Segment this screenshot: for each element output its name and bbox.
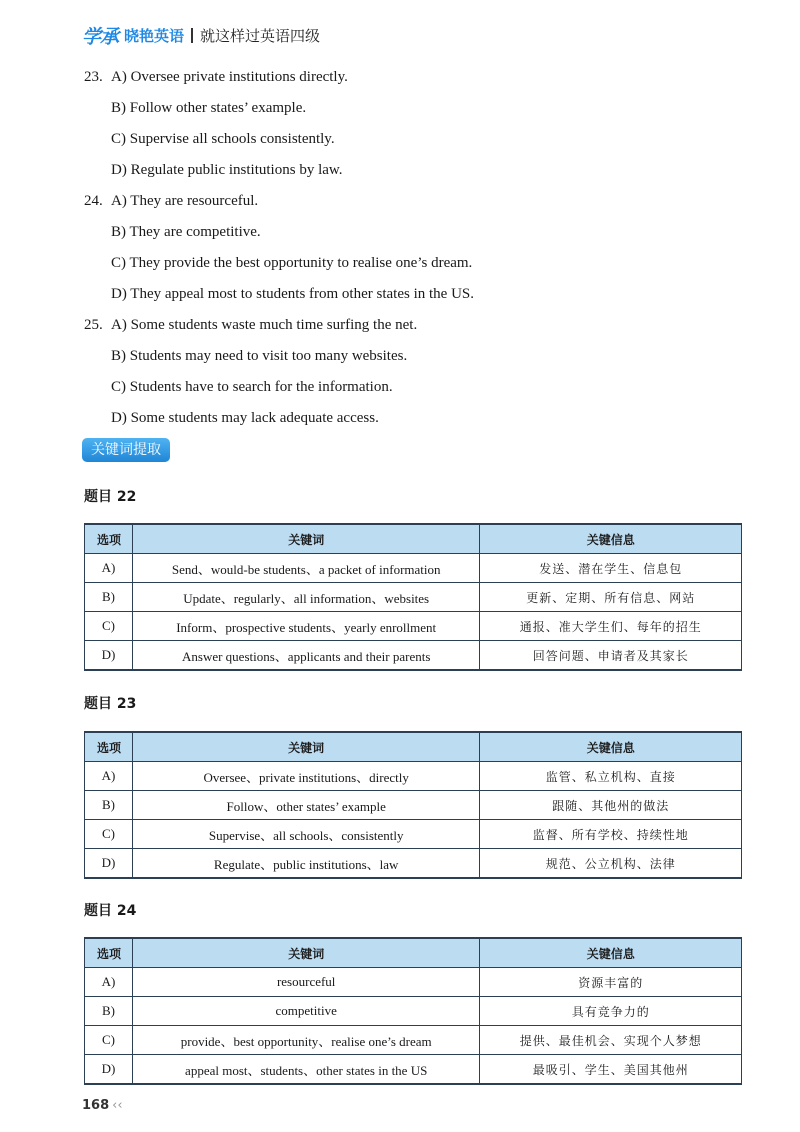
cell-option: B) xyxy=(85,791,133,820)
cell-option: D) xyxy=(85,641,133,671)
cell-info: 发送、潜在学生、信息包 xyxy=(480,554,742,583)
cell-info: 跟随、其他州的做法 xyxy=(480,791,742,820)
cell-option: B) xyxy=(85,997,133,1026)
question-option: D) They appeal most to students from other states in the US. xyxy=(111,286,474,302)
publisher-logo: 学承 xyxy=(82,25,119,48)
question-option: B) They are competitive. xyxy=(111,224,261,240)
page-corner-mark: ‹‹ xyxy=(112,1098,123,1113)
cell-option: A) xyxy=(85,968,133,997)
cell-option: D) xyxy=(85,849,133,879)
cell-keywords: appeal most、students、other states in the US xyxy=(132,1055,479,1085)
table-title: 题目 22 xyxy=(84,489,137,505)
cell-info: 提供、最佳机会、实现个人梦想 xyxy=(480,1026,742,1055)
book-series-title: 就这样过英语四级 xyxy=(200,26,321,45)
question-23 xyxy=(84,62,744,186)
question-number: 25. xyxy=(84,317,103,333)
cell-keywords: Regulate、public institutions、law xyxy=(132,849,479,879)
header-info: 关键信息 xyxy=(480,524,742,554)
cell-info: 具有竞争力的 xyxy=(480,997,742,1026)
page-number: 168 ‹‹ xyxy=(82,1098,123,1113)
cell-option: D) xyxy=(85,1055,133,1085)
cell-keywords: Send、would-be students、a packet of information xyxy=(132,554,479,583)
cell-option: A) xyxy=(85,554,133,583)
table-row xyxy=(85,791,742,820)
cell-keywords: Answer questions、applicants and their parents xyxy=(132,641,479,671)
header-keywords: 关键词 xyxy=(132,938,479,968)
table-header-row xyxy=(85,938,742,968)
table-header-row xyxy=(85,732,742,762)
table-row xyxy=(85,968,742,997)
header-info: 关键信息 xyxy=(480,938,742,968)
header-option: 选项 xyxy=(85,732,133,762)
cell-keywords: competitive xyxy=(132,997,479,1026)
header-info: 关键信息 xyxy=(480,732,742,762)
cell-keywords: Update、regularly、all information、websites xyxy=(132,583,479,612)
cell-info: 最吸引、学生、美国其他州 xyxy=(480,1055,742,1085)
question-25 xyxy=(84,310,744,434)
cell-keywords: provide、best opportunity、realise one’s dream xyxy=(132,1026,479,1055)
table-row xyxy=(85,820,742,849)
cell-info: 监管、私立机构、直接 xyxy=(480,762,742,791)
header-option: 选项 xyxy=(85,938,133,968)
table-title: 题目 24 xyxy=(84,903,137,919)
cell-keywords: resourceful xyxy=(132,968,479,997)
keyword-table-24 xyxy=(84,937,742,1085)
keyword-table-23 xyxy=(84,731,742,879)
question-24 xyxy=(84,186,744,310)
section-title-badge: 关键词提取 xyxy=(82,438,170,462)
keyword-table-22 xyxy=(84,523,742,671)
question-option: C) Supervise all schools consistently. xyxy=(111,131,335,147)
brand-name: 晓艳英语 xyxy=(124,26,185,45)
table-row xyxy=(85,583,742,612)
cell-keywords: Supervise、all schools、consistently xyxy=(132,820,479,849)
cell-option: B) xyxy=(85,583,133,612)
table-row xyxy=(85,641,742,671)
cell-info: 更新、定期、所有信息、网站 xyxy=(480,583,742,612)
question-option: C) Students have to search for the information. xyxy=(111,379,393,395)
question-number: 24. xyxy=(84,193,103,209)
cell-info: 监督、所有学校、持续性地 xyxy=(480,820,742,849)
cell-keywords: Oversee、private institutions、directly xyxy=(132,762,479,791)
header-keywords: 关键词 xyxy=(132,524,479,554)
table-row xyxy=(85,849,742,879)
cell-keywords: Inform、prospective students、yearly enrollment xyxy=(132,612,479,641)
question-option: D) Regulate public institutions by law. xyxy=(111,162,343,178)
question-option: 25. A) Some students waste much time surfing the net. xyxy=(84,310,744,341)
cell-info: 规范、公立机构、法律 xyxy=(480,849,742,879)
question-option: 23. A) Oversee private institutions directly. xyxy=(84,62,744,93)
question-option: 24. A) They are resourceful. xyxy=(84,186,744,217)
table-row xyxy=(85,1055,742,1085)
header-keywords: 关键词 xyxy=(132,732,479,762)
header-option: 选项 xyxy=(85,524,133,554)
table-row xyxy=(85,1026,742,1055)
cell-option: C) xyxy=(85,612,133,641)
question-list xyxy=(84,62,744,434)
cell-info: 资源丰富的 xyxy=(480,968,742,997)
question-number: 23. xyxy=(84,69,103,85)
question-option: B) Students may need to visit too many websites. xyxy=(111,348,408,364)
table-title: 题目 23 xyxy=(84,696,137,712)
cell-option: A) xyxy=(85,762,133,791)
table-row xyxy=(85,554,742,583)
table-header-row xyxy=(85,524,742,554)
question-option: D) Some students may lack adequate access. xyxy=(111,410,379,426)
page-header xyxy=(82,20,320,50)
table-row xyxy=(85,762,742,791)
header-divider xyxy=(191,28,193,43)
cell-option: C) xyxy=(85,820,133,849)
table-row xyxy=(85,997,742,1026)
cell-info: 通报、准大学生们、每年的招生 xyxy=(480,612,742,641)
cell-info: 回答问题、申请者及其家长 xyxy=(480,641,742,671)
table-row xyxy=(85,612,742,641)
cell-option: C) xyxy=(85,1026,133,1055)
question-option: C) They provide the best opportunity to realise one’s dream. xyxy=(111,255,473,271)
question-option: B) Follow other states’ example. xyxy=(111,100,307,116)
cell-keywords: Follow、other states’ example xyxy=(132,791,479,820)
